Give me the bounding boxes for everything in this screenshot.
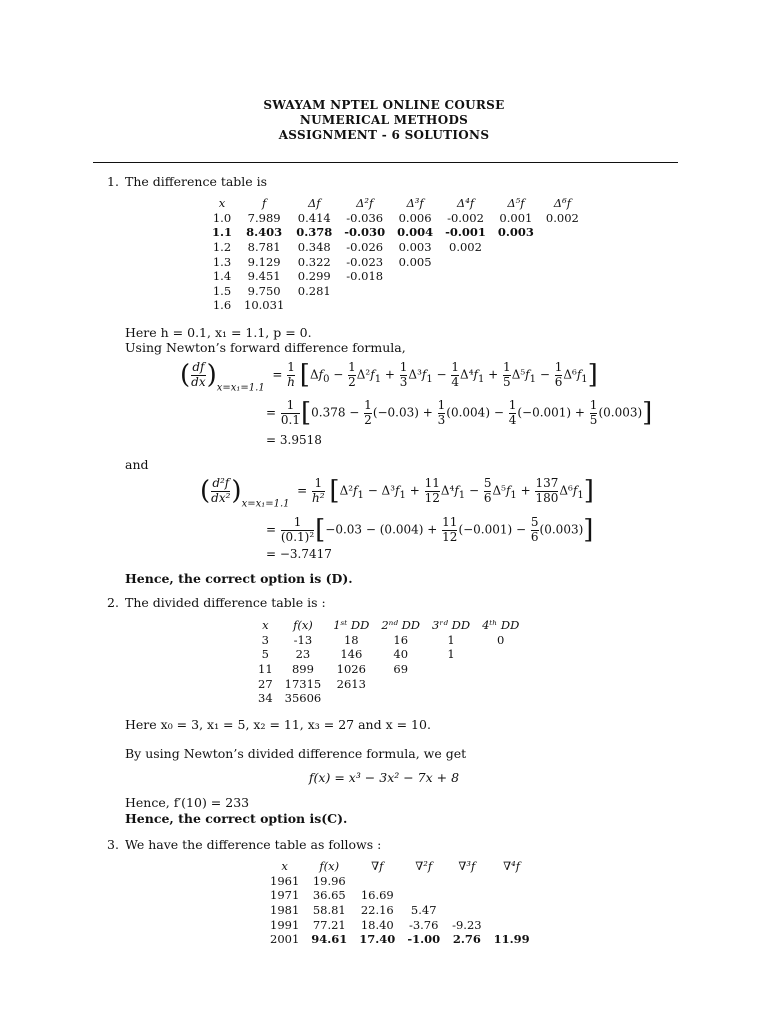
q3-number: 3. <box>107 837 119 852</box>
subject-title: NUMERICAL METHODS <box>299 113 469 127</box>
table-row <box>252 647 525 662</box>
table-cell: 8.781 <box>247 240 281 255</box>
assignment-title: ASSIGNMENT - 6 SOLUTIONS <box>278 128 490 142</box>
column-header: ∇f <box>371 859 384 874</box>
table-row <box>264 903 536 918</box>
table-header-row <box>206 196 585 211</box>
table-cell <box>375 691 426 706</box>
table-cell: 94.61 <box>311 932 348 947</box>
table-cell: 0.002 <box>545 210 579 225</box>
table-cell <box>476 647 525 662</box>
second-derivative-equation: ( $\frac{\text{d²f}}{\text{dx²}}$ )$_{x=x_1=1.1}$ = $\frac{1}{\text{h²}}$ [$\Delta^2f_1 - \Delta^3f_1$ + $\frac{11}{12}$ $\Delta^4f_1$ − $\frac{5}{6}$ $\Delta^5f_1$ + $\frac{137}{180}$ $\Delta^6f_1$] <box>200 476 594 510</box>
second-derivative-result: = −3.7417 <box>266 547 332 561</box>
table-cell <box>492 284 540 299</box>
table-row <box>264 917 536 932</box>
table-cell: 1 <box>447 632 455 647</box>
table-cell <box>540 254 585 269</box>
column-header: ∇²f <box>415 859 433 874</box>
column-header: x <box>281 859 288 874</box>
table-cell <box>426 676 476 691</box>
q1-answer: Hence, the correct option is (D). <box>125 571 353 586</box>
table-cell <box>540 269 585 284</box>
table-cell <box>540 298 585 313</box>
table-cell: 2.76 <box>452 932 481 947</box>
table-cell <box>492 269 540 284</box>
table-cell: 11.99 <box>493 932 530 947</box>
table-cell: -0.026 <box>346 240 384 255</box>
table-cell: 0.006 <box>398 210 432 225</box>
course-title: SWAYAM NPTEL ONLINE COURSE <box>263 98 505 112</box>
table-cell: 1.5 <box>212 283 232 298</box>
table-cell: 1991 <box>270 917 300 932</box>
table-row <box>206 298 585 313</box>
table-cell: -0.036 <box>346 210 384 225</box>
q1-here: Here h = 0.1, x₁ = 1.1, p = 0. <box>125 325 312 340</box>
table-cell: 1.1 <box>212 225 233 240</box>
column-header: x <box>262 618 269 633</box>
table-cell: 16.69 <box>360 888 394 903</box>
q1-intro: The difference table is <box>125 174 268 189</box>
table-cell: 22.16 <box>360 903 394 918</box>
first-derivative-substitution: = $\frac{1}{0.1}$ [0.378 − $\frac{1}{2}$ (−0.03) + $\frac{1}{3}$ (0.004) − $\frac{1}{4}$ (−0.001) + $\frac{1}{5}$ (0.003)] <box>266 398 653 428</box>
table-cell: 5.47 <box>410 903 437 918</box>
table-row <box>264 874 536 889</box>
table-cell: 18 <box>343 632 359 647</box>
table-cell: 0.281 <box>297 283 331 298</box>
column-header: Δ⁴f <box>456 196 475 211</box>
table-cell <box>391 284 439 299</box>
table-cell <box>540 225 585 240</box>
table-cell <box>426 691 476 706</box>
column-header: 1ˢᵗ DD <box>333 618 370 633</box>
table-cell: 18.40 <box>360 917 394 932</box>
table-cell <box>488 917 536 932</box>
table-row <box>252 691 525 706</box>
table-cell <box>439 254 492 269</box>
table-cell: 9.451 <box>247 269 281 284</box>
table-cell: 2613 <box>336 676 366 691</box>
table-cell: 1.4 <box>212 269 232 284</box>
table-row <box>264 932 536 947</box>
table-cell <box>492 240 540 255</box>
table-cell: 0.348 <box>297 240 331 255</box>
table-cell <box>492 298 540 313</box>
table-cell: 1961 <box>270 873 300 888</box>
q2-here: Here x₀ = 3, x₁ = 5, x₂ = 11, x₃ = 27 and x = 10. <box>125 717 431 732</box>
table-row <box>206 284 585 299</box>
table-cell: -13 <box>293 632 313 647</box>
table-cell <box>446 888 488 903</box>
table-cell <box>401 874 446 889</box>
table-cell: 0.004 <box>397 225 434 240</box>
column-header: x <box>218 196 226 211</box>
table-cell <box>439 298 492 313</box>
table-cell <box>439 269 492 284</box>
table-cell: 146 <box>340 647 363 662</box>
table-cell: 10.031 <box>244 298 285 313</box>
table-cell: 1.0 <box>212 210 232 225</box>
table-row <box>206 240 585 255</box>
q2-hence: Hence, f′(10) = 233 <box>125 795 250 810</box>
table-row <box>252 676 525 691</box>
first-derivative-equation: ( $\frac{df}{dx}$ )$_{x=x_1=1.1}$ = $\frac{1}{h}$ [$\Delta f_0$ − $\frac{1}{2}$ $\Delta^2f_1$ + $\frac{1}{3}$ $\Delta^3f_1$ − $\frac{1}{4}$ $\Delta^4f_1$ + $\frac{1}{5}$ $\Delta^5f_1$ − $\frac{1}{6}$ $\Delta^6f_1$] <box>180 360 598 394</box>
q1-and: and <box>125 457 149 472</box>
column-header: Δ²f <box>356 196 374 211</box>
q3-intro: We have the difference table as follows : <box>125 837 382 852</box>
table-cell <box>476 662 525 677</box>
q2-answer: Hence, the correct option is(C). <box>125 811 348 826</box>
table-cell <box>338 298 391 313</box>
table-cell <box>446 874 488 889</box>
column-header: ∇⁴f <box>503 859 521 874</box>
table-cell: 27 <box>258 676 273 691</box>
table-cell <box>488 888 536 903</box>
table-cell: 0.322 <box>297 254 331 269</box>
table-cell: 9.750 <box>247 283 281 298</box>
column-header: 3ʳᵈ DD <box>432 618 471 633</box>
table-cell <box>476 676 525 691</box>
table-cell: 34 <box>258 691 273 706</box>
table-row <box>252 662 525 677</box>
table-cell: 1971 <box>270 888 300 903</box>
table-row <box>206 269 585 284</box>
table-cell: 3 <box>261 632 269 647</box>
table-cell <box>353 874 401 889</box>
table-cell: 19.96 <box>312 873 346 888</box>
column-header: f(x) <box>293 618 313 633</box>
table-row <box>206 254 585 269</box>
q2-using: By using Newton’s divided difference formula, we get <box>125 746 467 761</box>
difference-table-1 <box>206 196 585 313</box>
table-cell: 5 <box>261 647 269 662</box>
table-header-row <box>264 859 536 874</box>
column-header: f <box>262 196 267 211</box>
table-cell <box>290 298 338 313</box>
table-header-row <box>252 618 525 633</box>
table-cell: 58.81 <box>312 903 346 918</box>
divided-difference-table <box>252 618 525 706</box>
table-cell: -0.018 <box>346 269 384 284</box>
table-cell <box>391 298 439 313</box>
column-header: Δ³f <box>406 196 424 211</box>
table-cell: 40 <box>393 647 409 662</box>
table-cell <box>327 691 375 706</box>
table-cell: 0.378 <box>296 225 333 240</box>
table-cell <box>488 874 536 889</box>
q2-number: 2. <box>107 595 119 610</box>
table-cell: 899 <box>291 662 314 677</box>
table-cell: -0.002 <box>447 210 484 225</box>
table-cell <box>446 903 488 918</box>
table-cell: 1.3 <box>212 254 232 269</box>
table-cell: 8.403 <box>246 225 283 240</box>
table-row <box>252 633 525 648</box>
column-header: f(x) <box>319 859 340 874</box>
table-cell: 1 <box>447 647 455 662</box>
table-cell: 0.001 <box>499 210 533 225</box>
column-header: Δf <box>307 196 321 211</box>
table-cell: 0.414 <box>297 210 331 225</box>
table-cell: -0.001 <box>445 225 486 240</box>
header-rule <box>93 162 678 163</box>
table-cell: 1026 <box>336 662 366 677</box>
table-row <box>206 225 585 240</box>
table-cell: 9.129 <box>247 254 281 269</box>
q2-formula: f(x) = x³ − 3x² − 7x + 8 <box>308 770 460 785</box>
table-cell: 17315 <box>284 676 322 691</box>
table-cell <box>540 284 585 299</box>
table-cell: 23 <box>295 647 311 662</box>
table-cell: 77.21 <box>312 917 346 932</box>
table-cell: 0.005 <box>398 254 432 269</box>
q1-using: Using Newton’s forward difference formula, <box>125 340 406 355</box>
table-cell <box>439 284 492 299</box>
table-cell: 16 <box>393 632 409 647</box>
table-cell: 0.003 <box>398 240 432 255</box>
table-cell <box>426 662 476 677</box>
backward-difference-table <box>264 859 536 947</box>
table-cell: 36.65 <box>312 888 346 903</box>
column-header: Δ⁵f <box>507 196 525 211</box>
column-header: ∇³f <box>458 859 476 874</box>
table-cell <box>401 888 446 903</box>
table-cell <box>375 676 426 691</box>
table-cell: 1.2 <box>212 240 232 255</box>
table-cell: 0.002 <box>449 240 482 255</box>
table-cell: -0.030 <box>344 225 386 240</box>
table-cell <box>338 284 391 299</box>
first-derivative-result: = 3.9518 <box>266 433 322 447</box>
table-cell <box>391 269 439 284</box>
column-header: 2ⁿᵈ DD <box>381 618 421 633</box>
column-header: Δ⁶f <box>553 196 571 211</box>
table-cell: 2001 <box>270 932 300 947</box>
second-derivative-substitution: = $\frac{1}{\text{(0.1)²}}$ [−0.03 − (0.004) + $\frac{11}{12}$ (−0.001) − $\frac{5}{6}$ (0.003)] <box>266 515 594 545</box>
table-cell: 0 <box>497 632 505 647</box>
table-cell: -3.76 <box>408 917 439 932</box>
table-cell <box>488 903 536 918</box>
table-cell: -0.023 <box>346 254 384 269</box>
table-cell: 0.299 <box>297 269 331 284</box>
table-cell: -1.00 <box>407 932 441 947</box>
table-cell: 0.003 <box>497 225 534 240</box>
table-cell: -9.23 <box>452 917 482 932</box>
table-cell: 35606 <box>284 691 322 706</box>
table-row <box>264 888 536 903</box>
table-cell: 1981 <box>270 903 300 918</box>
q2-intro: The divided difference table is : <box>125 595 326 610</box>
table-cell: 17.40 <box>359 932 396 947</box>
table-cell <box>540 240 585 255</box>
table-cell: 11 <box>258 662 273 677</box>
table-cell: 7.989 <box>247 210 281 225</box>
q1-number: 1. <box>107 174 119 189</box>
table-cell: 1.6 <box>212 298 232 313</box>
table-cell: 69 <box>393 662 409 677</box>
table-cell <box>492 254 540 269</box>
table-cell <box>476 691 525 706</box>
column-header: 4ᵗʰ DD <box>482 618 520 633</box>
table-row <box>206 211 585 226</box>
